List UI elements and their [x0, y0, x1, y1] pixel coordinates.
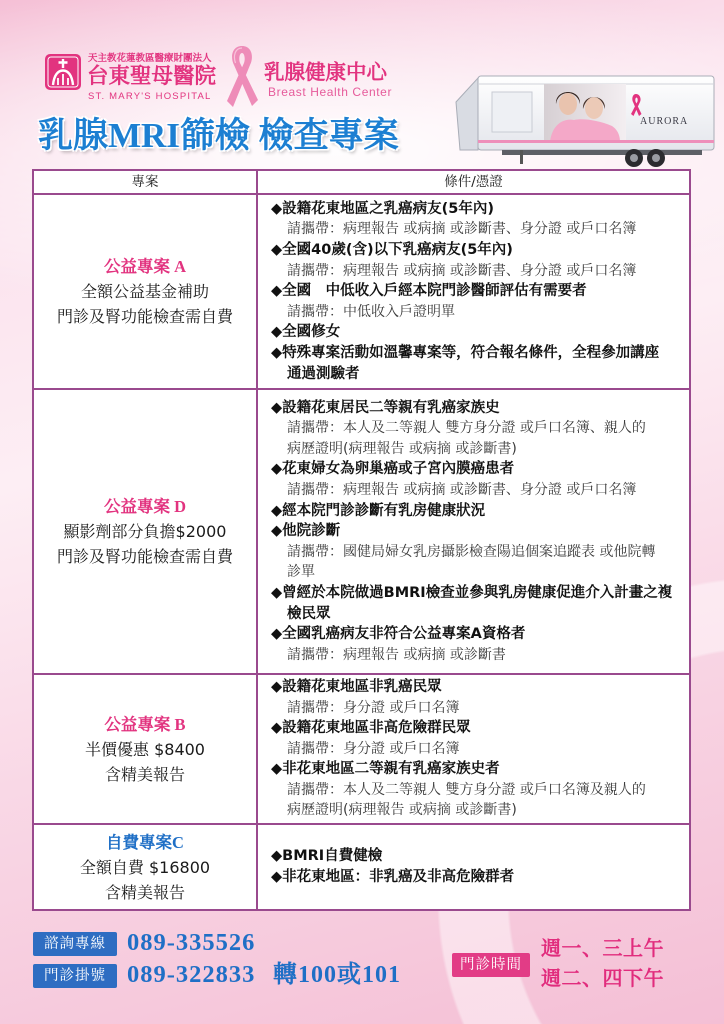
condition-item	[271, 343, 683, 384]
condition-line: 檢民眾	[287, 605, 331, 622]
plan-detail-line: 顯影劑部分負擔$2000	[63, 522, 227, 541]
column-header-conditions: 條件/憑證	[444, 174, 503, 190]
plan-cell	[34, 195, 258, 388]
condition-line: 請攜帶：身分證 或戶口名簿	[287, 699, 460, 716]
condition-line: ◆設籍花東地區非高危險群民眾	[271, 720, 471, 737]
condition-line: ◆花東婦女為卵巢癌或子宮內膜癌患者	[271, 461, 515, 478]
plan-cell	[34, 390, 258, 673]
condition-line: ◆全國修女	[271, 324, 341, 341]
condition-item	[271, 583, 683, 624]
registration-number: 089-322833	[127, 961, 256, 988]
plan-detail-line: 含精美報告	[104, 882, 185, 902]
condition-line: ◆特殊專案活動如溫馨專案等，符合報名條件，全程參加講座	[271, 344, 660, 361]
plan-name: 公益專案 D	[103, 497, 187, 516]
consult-hotline-number: 089-335526	[127, 929, 256, 956]
mobile-screening-truck-illustration	[452, 62, 720, 170]
condition-item	[271, 759, 683, 780]
truck-chassis	[502, 150, 702, 155]
plan-row	[34, 673, 689, 823]
condition-line: ◆設籍花東地區之乳癌病友(5年內)	[271, 200, 494, 217]
column-header-plan: 專案	[34, 171, 258, 193]
condition-line: 請攜帶：病理報告 或病摘 或診斷書	[287, 646, 506, 663]
condition-item	[271, 718, 683, 739]
page-title: 乳腺MRI篩檢 檢查專案	[38, 116, 399, 155]
condition-line: 請攜帶：身分證 或戶口名簿	[287, 740, 460, 757]
conditions-cell	[258, 825, 689, 909]
condition-line: ◆他院診斷	[271, 523, 341, 540]
condition-line: 請攜帶：本人及二等親人 雙方身分證 或戶口名簿、親人的	[287, 420, 646, 437]
organization-line: 天主教花蓮教區醫療財團法人	[88, 53, 212, 64]
registration-extension: 轉100或101	[273, 962, 401, 988]
plan-detail-line: 含精美報告	[104, 764, 185, 784]
condition-line: 病歷證明(病理報告 或病摘 或診斷書)	[287, 802, 517, 819]
condition-line: 通過測驗者	[287, 365, 360, 382]
condition-line: 請攜帶：國健局婦女乳房攝影檢查陽追個案追蹤表 或他院轉	[287, 543, 656, 560]
conditions-cell	[258, 675, 689, 823]
required-documents-note	[271, 698, 683, 719]
plan-cell	[34, 825, 258, 909]
plan-detail-line: 半價優惠 $8400	[85, 739, 205, 759]
condition-item	[271, 846, 683, 867]
consult-hotline-label: 諮詢專線	[33, 932, 117, 956]
plan-row	[34, 193, 689, 388]
plan-row	[34, 388, 689, 673]
table-body	[34, 193, 689, 909]
condition-line: ◆經本院門診診斷有乳房健康狀況	[271, 502, 486, 519]
truck-wheel	[647, 149, 665, 167]
required-documents-note	[271, 739, 683, 760]
clinic-hours-line: 週二、四下午	[541, 966, 664, 990]
condition-line: ◆設籍花東地區非乳癌民眾	[271, 678, 442, 695]
condition-line: ◆非花東地區：非乳癌及非高危險群者	[271, 869, 515, 885]
required-documents-note	[271, 219, 683, 240]
condition-line: ◆BMRI自費健檢	[271, 848, 383, 865]
condition-line: ◆全國 中低收入戶經本院門診醫師評估有需要者	[271, 283, 587, 300]
truck-side-door	[492, 92, 532, 132]
plan-cell	[34, 675, 258, 823]
clinic-hours-label: 門診時間	[452, 953, 530, 977]
condition-item	[271, 501, 683, 522]
condition-line: ◆全國乳癌病友非符合公益專案A資格者	[271, 626, 526, 643]
hospital-crest-icon	[45, 54, 81, 90]
condition-line: 請攜帶：病理報告 或病摘 或診斷書、身分證 或戶口名簿	[287, 262, 637, 279]
plan-name: 自費專案C	[106, 832, 184, 852]
condition-line: 請攜帶：本人及二等親人 雙方身分證 或戶口名簿及親人的	[287, 781, 646, 798]
condition-line: 請攜帶：病理報告 或病摘 或診斷書、身分證 或戶口名簿	[287, 221, 637, 238]
table-header-row	[34, 171, 689, 193]
condition-line: 請攜帶：病理報告 或病摘 或診斷書、身分證 或戶口名簿	[287, 482, 637, 499]
condition-line: ◆設籍花東居民二等親有乳癌家族史	[271, 399, 500, 416]
breast-center-name-english: Breast Health Center	[268, 85, 393, 99]
condition-item	[271, 398, 683, 419]
plan-row	[34, 823, 689, 909]
truck-lettering: AURORA	[640, 116, 689, 127]
condition-line: ◆非花東地區二等親有乳癌家族史者	[271, 761, 500, 778]
condition-item	[271, 677, 683, 698]
plan-detail-line: 門診及腎功能檢查需自費	[56, 307, 233, 326]
required-documents-note	[271, 302, 683, 323]
registration-label: 門診掛號	[33, 964, 117, 988]
condition-line: 診單	[287, 564, 315, 581]
condition-item	[271, 459, 683, 480]
pink-ribbon-icon	[221, 42, 263, 114]
conditions-cell	[258, 390, 689, 673]
condition-item	[271, 322, 683, 343]
plan-name: 公益專案 B	[104, 714, 186, 734]
plan-table	[32, 169, 691, 911]
plan-name: 公益專案 A	[103, 257, 187, 276]
truck-wheel	[625, 149, 643, 167]
conditions-cell	[258, 195, 689, 388]
plan-detail-line: 全額自費 $16800	[79, 857, 211, 877]
plan-detail-line: 全額公益基金補助	[80, 282, 209, 301]
condition-line: ◆曾經於本院做過BMRI檢查並參與乳房健康促進介入計畫之複	[271, 584, 673, 601]
hospital-name: 台東聖母醫院	[87, 64, 217, 89]
plan-detail-line: 門診及腎功能檢查需自費	[56, 547, 233, 566]
required-documents-note	[271, 780, 683, 821]
required-documents-note	[271, 480, 683, 501]
condition-line: 請攜帶：中低收入戶證明單	[287, 303, 455, 320]
condition-item	[271, 521, 683, 542]
condition-item	[271, 199, 683, 220]
truck-front-fairing	[456, 78, 478, 150]
breast-center-name: 乳腺健康中心	[264, 60, 387, 84]
truck-photo-panel	[544, 84, 626, 142]
clinic-hours-line: 週一、三上午	[541, 936, 664, 960]
condition-item	[271, 281, 683, 302]
required-documents-note	[271, 261, 683, 282]
condition-line: 病歷證明(病理報告 或病摘 或診斷書)	[287, 440, 517, 457]
condition-item	[271, 624, 683, 645]
condition-line: ◆全國40歲(含)以下乳癌病友(5年內)	[271, 242, 513, 259]
condition-item	[271, 240, 683, 261]
required-documents-note	[271, 645, 683, 666]
hospital-name-english: ST. MARY'S HOSPITAL	[88, 91, 212, 102]
required-documents-note	[271, 542, 683, 583]
required-documents-note	[271, 418, 683, 459]
condition-item	[271, 867, 683, 888]
